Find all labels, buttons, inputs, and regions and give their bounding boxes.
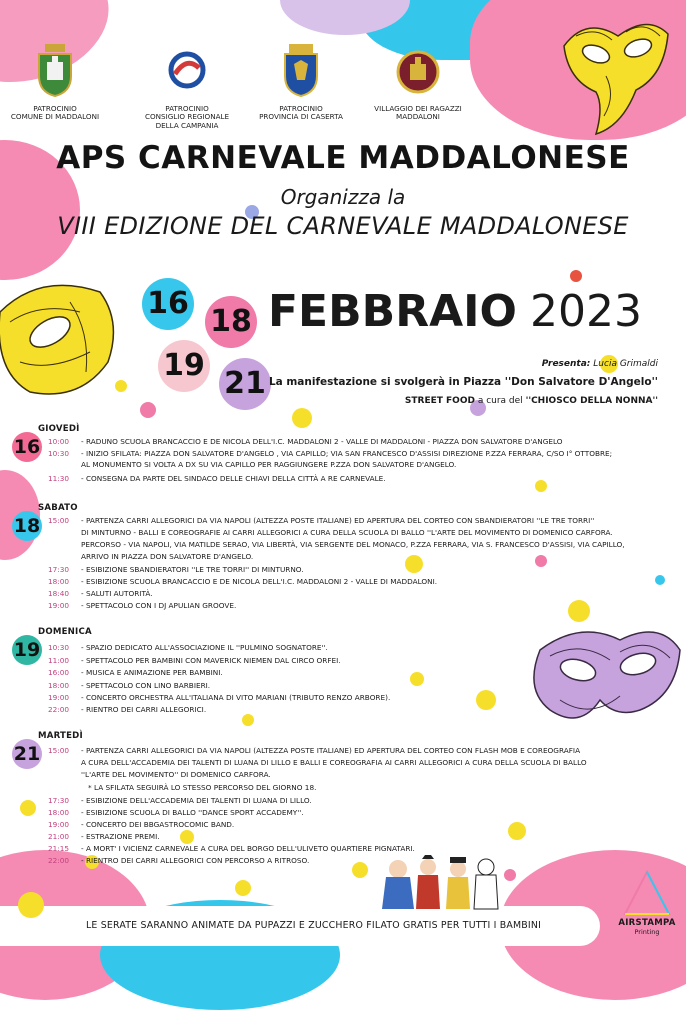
row-text: - RIENTRO DEI CARRI ALLEGORICI. <box>81 705 207 714</box>
patron-label: PATROCINIO <box>33 103 77 113</box>
date-19: 19 <box>163 348 205 383</box>
confetti-dot <box>20 800 36 816</box>
row-text: ''L'ARTE DEL MOVIMENTO'' DI DOMENICO CARFORA. <box>81 770 271 779</box>
row-text: - ESIBIZIONE SCUOLA BRANCACCIO E DE NICOLA DELL'I.C. MADDALONI 2 - VALLE DI MADDALONI. <box>81 577 438 586</box>
row-time: 10:30 <box>48 643 70 652</box>
date-21: 21 <box>224 366 266 401</box>
patron-label: PATROCINIO <box>279 103 323 113</box>
day-number: 18 <box>12 511 42 541</box>
row-text: - ESIBIZIONE SCUOLA DI BALLO ''DANCE SPORT ACCADEMY''. <box>81 808 304 817</box>
puppets-illustration-icon <box>378 855 520 915</box>
day-name: MARTEDÌ <box>38 731 83 741</box>
printer-triangle-icon <box>623 870 671 916</box>
row-text: - SPAZIO DEDICATO ALL'ASSOCIAZIONE IL ''PULMINO SOGNATORE''. <box>81 643 328 652</box>
row-text: - RIENTRO DEI CARRI ALLEGORICI CON PERCORSO A RITROSO. <box>81 856 310 865</box>
row-time: 16:00 <box>48 668 70 677</box>
date-18: 18 <box>210 304 252 339</box>
year-label: 2023 <box>530 286 642 337</box>
row-time: 22:00 <box>48 856 70 865</box>
row-time: 18:40 <box>48 589 70 598</box>
row-text: - ESIBIZIONE DELL'ACCADEMIA DEI TALENTI DI LUANA DI LILLO. <box>81 796 312 805</box>
food-line <box>405 396 658 406</box>
row-text: PERCORSO - VIA NAPOLI, VIA MATILDE SERAO, VIA LIBERTÀ, VIA SERGENTE DEL MONACO, P.ZZA FERRARA, VIA S. FRANCESCO D'ASSISI, VIA CAPILLO, <box>81 540 625 549</box>
row-text: - CONCERTO ORCHESTRA ALL'ITALIANA DI VITO MARIANI (TRIBUTO RENZO ARBORE). <box>81 693 391 702</box>
row-text: - A MORT' I VICIENZ CARNEVALE A CURA DEL BORGO DELL'ULIVETO QUARTIERE PIGNATARI. <box>81 844 415 853</box>
date-16: 16 <box>147 286 189 321</box>
row-time: 18:00 <box>48 808 70 817</box>
yellow-mask-left-icon <box>0 272 125 412</box>
printer-sub: Printing <box>634 928 660 936</box>
row-text: * LA SFILATA SEGUIRÀ LO STESSO PERCORSO DEL GIORNO 18. <box>88 783 317 792</box>
day-name: SABATO <box>38 503 78 513</box>
row-text: - INIZIO SFILATA: PIAZZA DON SALVATORE D'ANGELO , VIA CAPILLO; VIA SAN FRANCESCO D'ASSISI DIREZIONE P.ZZA FERRARA, C/SO I° OTTOBRE; <box>81 449 613 458</box>
row-text: - SPETTACOLO CON LINO BARBIERI. <box>81 681 211 690</box>
row-time: 11:00 <box>48 656 70 665</box>
month-label: FEBBRAIO <box>268 286 517 337</box>
row-time: 19:00 <box>48 820 70 829</box>
villaggio-logo-icon <box>396 42 440 98</box>
food-name: ''CHIOSCO DELLA NONNA'' <box>525 396 658 406</box>
patron-label: MADDALONI <box>396 112 440 121</box>
edition-title: VIII EDIZIONE DEL CARNEVALE MADDALONESE <box>57 212 629 240</box>
row-time: 18:00 <box>48 681 70 690</box>
presenter-line <box>542 359 658 369</box>
food-bold: STREET FOOD <box>404 396 475 406</box>
row-time: 21:15 <box>48 844 70 853</box>
row-time: 17:30 <box>48 796 70 805</box>
patron-label: COMUNE DI MADDALONI <box>10 112 100 121</box>
row-text: - MUSICA E ANIMAZIONE PER BAMBINI. <box>81 668 223 677</box>
confetti-dot <box>242 714 254 726</box>
row-time: 10:00 <box>48 437 70 446</box>
confetti-dot <box>292 408 312 428</box>
confetti-dot <box>18 892 44 918</box>
patron-provincia <box>246 42 356 122</box>
row-text: - CONCERTO DEI BBGASTROCOMIC BAND. <box>81 820 235 829</box>
date-circle-16 <box>142 278 194 330</box>
row-time: 18:00 <box>48 577 70 586</box>
row-text: - ESIBIZIONE SBANDIERATORI ''LE TRE TORRI'' DI MINTURNO. <box>81 565 304 574</box>
presenter-label: Presenta: <box>541 359 591 369</box>
patron-label: CONSIGLIO REGIONALE <box>144 112 230 121</box>
row-time: 21:00 <box>48 832 70 841</box>
day-number: 19 <box>12 635 42 665</box>
row-text: - SALUTI AUTORITÀ. <box>81 589 153 598</box>
patron-regione <box>132 42 242 130</box>
row-time: 22:00 <box>48 705 70 714</box>
patron-villaggio <box>363 42 473 122</box>
presenter-name: Lucia Grimaldi <box>593 359 658 369</box>
day-name: GIOVEDÌ <box>38 424 80 434</box>
row-time: 10:30 <box>48 449 70 458</box>
patron-label: PATROCINIO <box>165 103 209 113</box>
row-text: - SPETTACOLO PER BAMBINI CON MAVERICK NIEMEN DAL CIRCO ORFEI. <box>81 656 341 665</box>
row-text: - SPETTACOLO CON I DJ APULIAN GROOVE. <box>81 601 237 610</box>
row-text: - PARTENZA CARRI ALLEGORICI DA VIA NAPOLI (ALTEZZA POSTE ITALIANE) ED APERTURA DEL CORTEO CON FLASH MOB E COREOGRAFIA <box>81 746 581 755</box>
row-time: 11:30 <box>48 474 70 483</box>
row-time: 19:00 <box>48 693 70 702</box>
date-circle-19 <box>158 340 210 392</box>
row-time: 15:00 <box>48 516 70 525</box>
patron-comune <box>0 42 110 122</box>
printer-name: AIRSTAMPA <box>618 918 676 928</box>
row-text: - CONSEGNA DA PARTE DEL SINDACO DELLE CHIAVI DELLA CITTÀ A RE CARNEVALE. <box>81 474 386 483</box>
row-time: 17:30 <box>48 565 70 574</box>
provincia-crest-icon <box>279 42 323 98</box>
food-mid: a cura del <box>477 396 523 406</box>
organizza-subtitle: Organizza la <box>280 185 406 209</box>
patron-label: PROVINCIA DI CASERTA <box>259 112 343 121</box>
yellow-carnival-mask-icon <box>556 6 674 136</box>
day-number: 16 <box>12 432 42 462</box>
regione-logo-icon <box>165 42 209 98</box>
row-text: ARRIVO IN PIAZZA DON SALVATORE D'ANGELO. <box>81 552 254 561</box>
row-text: A CURA DELL'ACCADEMIA DEI TALENTI DI LUANA DI LILLO E BALLI E COREOGRAFIA AI CARRI ALLEGORICI A CURA DELLA SCUOLA DI BALLO <box>81 758 587 767</box>
date-circle-21 <box>219 358 271 410</box>
confetti-dot <box>140 402 156 418</box>
patron-label: DELLA CAMPANIA <box>155 120 219 130</box>
row-text: AL MONUMENTO SI VOLTA A DX SU VIA CAPILLO PER RAGGIUNGERE P.ZZA DON SALVATORE D'ANGELO. <box>81 460 457 469</box>
row-time: 15:00 <box>48 746 70 755</box>
row-text: - RADUNO SCUOLA BRANCACCIO E DE NICOLA DELL'I.C. MADDALONI 2 - VALLE DI MADDALONI - PIAZZA DON SALVATORE D'ANGELO <box>81 437 563 446</box>
row-text: DI MINTURNO - BALLI E COREOGRAFIE AI CARRI ALLEGORICI A CURA DELLA SCUOLA DI BALLO ''L'ARTE DEL MOVIMENTO DI DOMENICO CARFORA. <box>81 528 613 537</box>
row-text: - ESTRAZIONE PREMI. <box>81 832 160 841</box>
confetti-dot <box>235 880 251 896</box>
day-name: DOMENICA <box>38 627 92 637</box>
venue-line: La manifestazione si svolgerà in Piazza ''Don Salvatore D'Angelo'' <box>268 376 658 388</box>
comune-crest-icon <box>33 42 77 98</box>
footer-note: LE SERATE SARANNO ANIMATE DA PUPAZZI E ZUCCHERO FILATO GRATIS PER TUTTI I BAMBINI <box>86 920 542 931</box>
row-text: - PARTENZA CARRI ALLEGORICI DA VIA NAPOLI (ALTEZZA POSTE ITALIANE) ED APERTURA DEL CORTEO CON SBANDIERATORI ''LE TRE TORRI'' <box>81 516 595 525</box>
organizer-title: APS CARNEVALE MADDALONESE <box>56 140 630 176</box>
printer-logo <box>614 870 680 936</box>
confetti-dot <box>570 270 582 282</box>
date-circle-18 <box>205 296 257 348</box>
row-time: 19:00 <box>48 601 70 610</box>
day-number: 21 <box>12 739 42 769</box>
patron-label: VILLAGGIO DEI RAGAZZI <box>374 103 462 113</box>
